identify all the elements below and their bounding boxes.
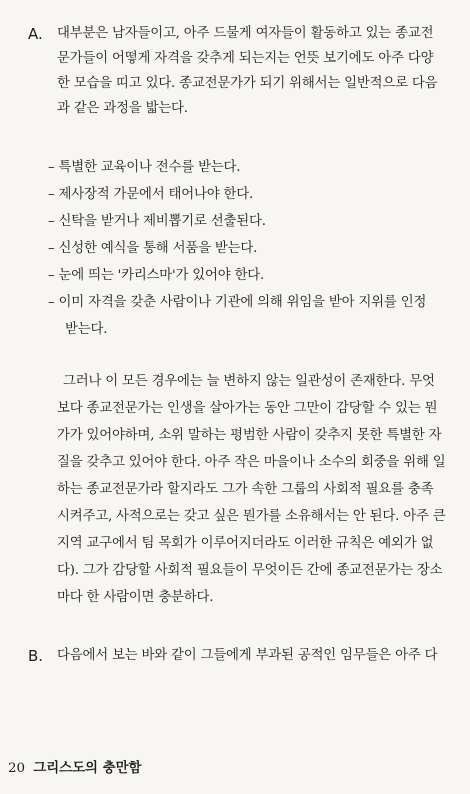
section-b-marker: B. xyxy=(28,647,44,665)
paragraph-line: 시켜주고, 사적으로는 갖고 싶은 뭔가를 소유해서는 안 된다. 아주 큰 xyxy=(57,509,446,524)
section-a-intro-line: 문가들이 어떻게 자격을 갖추게 되는지는 언뜻 보기에도 아주 다양 xyxy=(57,51,434,66)
list-item-continuation: 받는다. xyxy=(65,322,108,337)
paragraph-line: 마다 한 사람이면 충분하다. xyxy=(57,590,214,605)
paragraph-line: 그러나 이 모든 경우에는 늘 변하지 않는 일관성이 존재한다. 무엇 xyxy=(63,374,435,389)
section-b-line: 다음에서 보는 바와 같이 그들에게 부과된 공적인 임무들은 아주 다 xyxy=(57,648,438,663)
page-footer xyxy=(8,760,141,777)
paragraph-line: 질을 갖추고 있어야 한다. 아주 작은 마을이나 소수의 회중을 위해 일 xyxy=(57,455,446,470)
paragraph-line: 지역 교구에서 팀 목회가 이루어지더라도 이러한 규칙은 예외가 없 xyxy=(57,536,434,551)
section-a-marker: A. xyxy=(28,25,43,43)
paragraph-line: 보다 종교전문가는 인생을 살아가는 동안 그만이 감당할 수 있는 뭔 xyxy=(57,401,438,416)
book-title: 그리스도의 충만함 xyxy=(33,760,142,776)
list-item: – 눈에 띄는 '카리스마'가 있어야 한다. xyxy=(48,268,265,283)
page-number: 20 xyxy=(8,761,26,776)
list-item: – 이미 자격을 갖춘 사람이나 기관에 의해 위임을 받아 지위를 인정 xyxy=(48,295,427,310)
list-item: – 신성한 예식을 통해 서품을 받는다. xyxy=(48,241,258,256)
list-item: – 제사장적 가문에서 태어나야 한다. xyxy=(48,187,254,202)
paragraph-line: 하는 종교전문가라 할지라도 그가 속한 그룹의 사회적 필요를 충족 xyxy=(57,482,434,497)
paragraph-line: 다). 그가 감당할 사회적 필요들이 무엇이든 간에 종교전문가는 장소 xyxy=(57,563,443,578)
list-item: – 신탁을 받거나 제비뽑기로 선출된다. xyxy=(48,214,266,229)
section-a-intro-line: 대부분은 남자들이고, 아주 드물게 여자들이 활동하고 있는 종교전 xyxy=(57,26,434,41)
section-a-intro-line: 과 같은 과정을 밟는다. xyxy=(57,101,188,116)
paragraph-line: 가가 있어야하며, 소위 말하는 평범한 사람이 갖추지 못한 특별한 자 xyxy=(57,428,442,443)
list-item: – 특별한 교육이나 전수를 받는다. xyxy=(48,160,241,175)
section-a-intro-line: 한 모습을 띠고 있다. 종교전문가가 되기 위해서는 일반적으로 다음 xyxy=(57,76,438,91)
